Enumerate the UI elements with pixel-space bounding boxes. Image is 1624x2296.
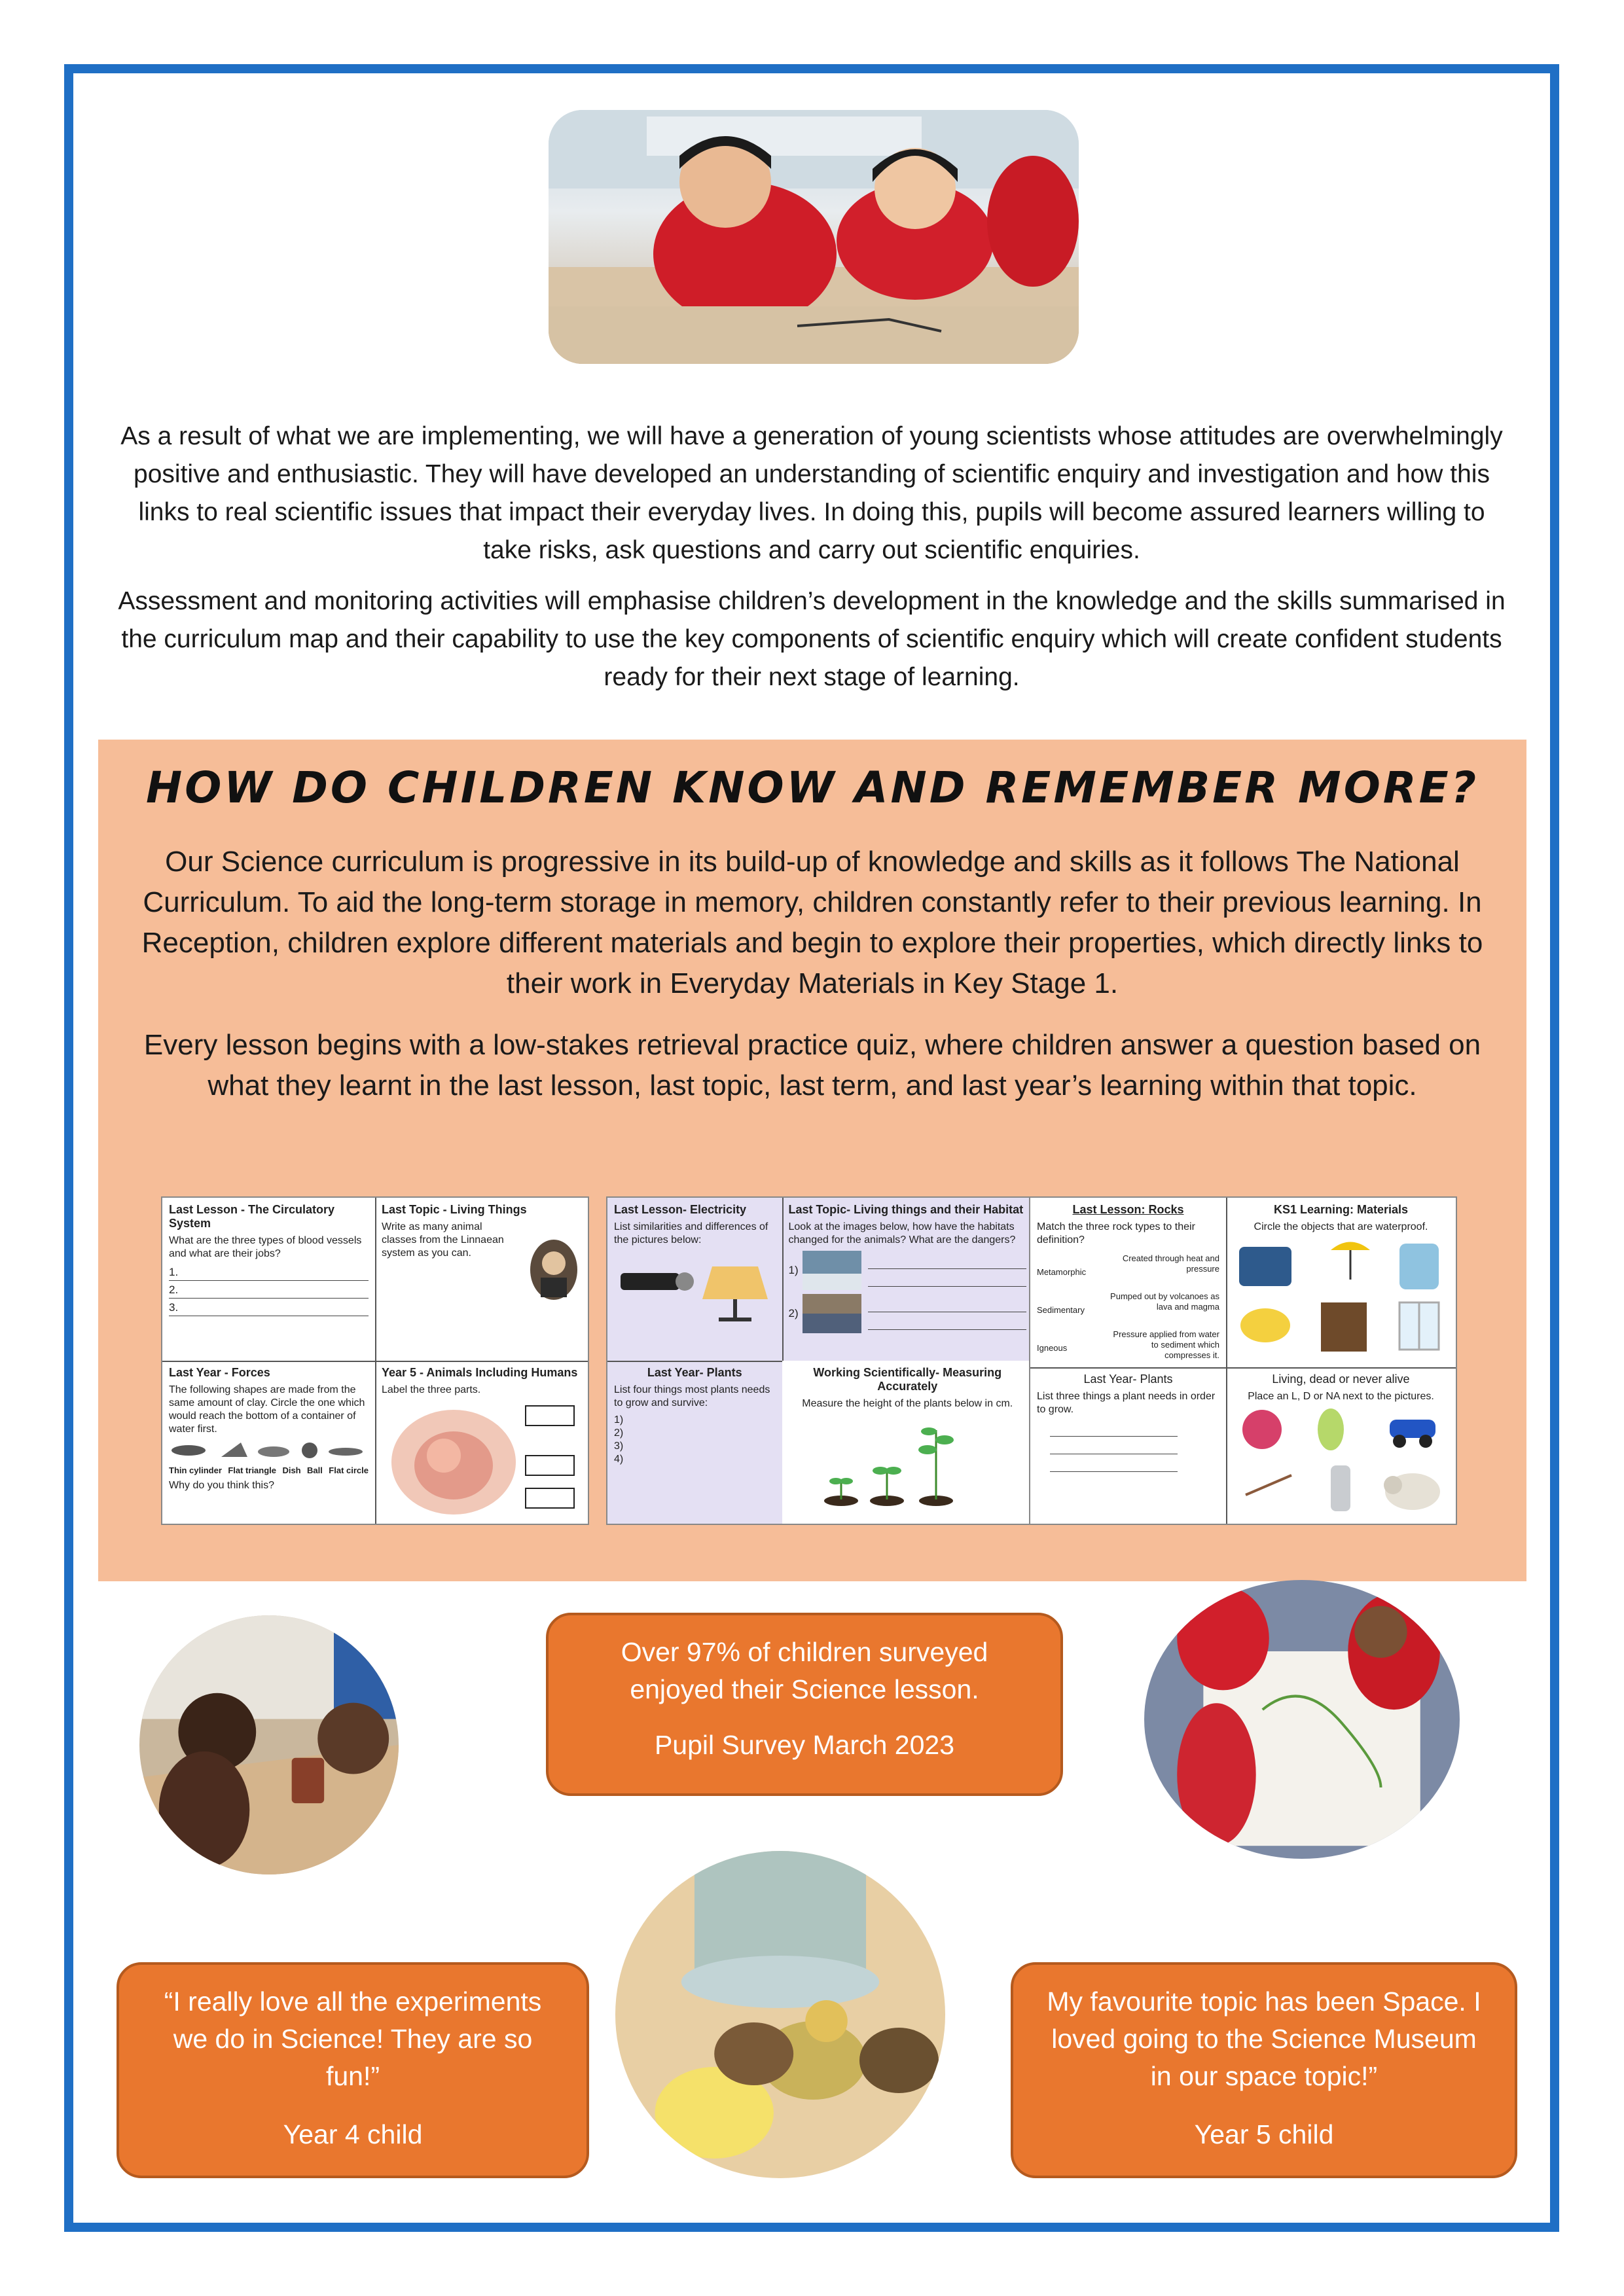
pupil-quote-year4 xyxy=(117,1962,589,2178)
photo-circle-group-work xyxy=(1144,1580,1460,1859)
hero-photo-children-experiment xyxy=(549,110,1079,364)
list-item: 4) xyxy=(614,1454,624,1465)
intro-text xyxy=(111,418,1512,696)
quote-attribution: Year 4 child xyxy=(283,2119,423,2149)
shape-label: Flat triangle xyxy=(228,1465,277,1475)
shape-label: Flat circle xyxy=(329,1465,369,1475)
quiz-question-title: KS1 Learning: Materials xyxy=(1273,1203,1409,1216)
quiz-question-text: Circle the objects that are waterproof. xyxy=(1254,1221,1428,1232)
item-number: 2) xyxy=(788,1307,799,1319)
quiz-question-title: Living, dead or never alive xyxy=(1272,1372,1410,1386)
section-title: HOW DO CHILDREN KNOW AND REMEMBER MORE? xyxy=(145,762,1479,813)
pupil-quote-year5 xyxy=(1011,1962,1517,2178)
survey-callout xyxy=(546,1613,1063,1796)
habitat-photo-1 xyxy=(803,1251,861,1290)
section-paragraph-2: Every lesson begins with a low-stakes retrieval practice quiz, where children answer a question based on what they learnt in the last lesson, last topic, last term, and last year’s learning within that topic. xyxy=(143,1029,1481,1102)
rock-definition: Pressure applied from water to sediment which compresses it. xyxy=(1113,1329,1219,1360)
intro-paragraph-1: As a result of what we are implementing, we will have a generation of young scientists whose attitudes are overwhelmingly positive and enthusiastic. They will have developed an understanding of scientific enquiry and investigation and how this links to real scientific issues that impact their everyday lives. In doing this, pupils will become assured learners willing to take risks, ask questions and carry out scientific enquiries. xyxy=(120,422,1503,564)
quote-text: My favourite topic has been Space. I loved going to the Science Museum in our space topic!” xyxy=(1047,1986,1481,2091)
foetus-diagram-image xyxy=(382,1397,578,1521)
quiz-question-text: What are the three types of blood vessels and what are their jobs? xyxy=(169,1235,362,1259)
quiz-question-text: Place an L, D or NA next to the pictures. xyxy=(1248,1390,1434,1402)
survey-statistic: Over 97% of children surveyed enjoyed their Science lesson. xyxy=(621,1637,988,1704)
quiz-question-title: Last Topic - Living Things xyxy=(382,1203,527,1216)
retrieval-quiz-slide-3 xyxy=(1029,1196,1457,1525)
quiz-question-title: Last Lesson: Rocks xyxy=(1072,1203,1184,1216)
habitat-photo-2 xyxy=(803,1294,861,1333)
quiz-question-text: Match the three rock types to their definition? xyxy=(1037,1221,1195,1246)
quiz-question-text: List similarities and differences of the pictures below: xyxy=(614,1221,768,1246)
quiz-question-text: List three things a plant needs in order to grow. xyxy=(1037,1390,1216,1415)
retrieval-quiz-slide-1 xyxy=(161,1196,589,1525)
quiz-question-title: Last Lesson- Electricity xyxy=(614,1203,747,1216)
quiz-question-text: Look at the images below, how have the habitats changed for the animals? What are the dangers? xyxy=(788,1221,1016,1246)
answer-line: 1. xyxy=(169,1266,369,1281)
shape-label: Thin cylinder xyxy=(169,1465,222,1475)
photo-circle-experiment xyxy=(139,1615,399,1874)
section-paragraph-1: Our Science curriculum is progressive in its build-up of knowledge and skills as it follows The National Curriculum. To aid the long-term storage in memory, children constantly refer to their previous learning. In Reception, children explore different materials and begin to explore their properties, which directly links to their work in Everyday Materials in Key Stage 1. xyxy=(141,846,1483,999)
living-objects-image xyxy=(1233,1403,1449,1515)
item-number: 1) xyxy=(788,1264,799,1276)
retrieval-quiz-slide-2 xyxy=(606,1196,1034,1525)
portrait-image xyxy=(528,1237,580,1302)
shape-label: Ball xyxy=(307,1465,323,1475)
answer-line: 3. xyxy=(169,1301,369,1316)
list-item: 3) xyxy=(614,1441,624,1452)
quiz-question-title: Last Year- Plants xyxy=(647,1366,742,1379)
intro-paragraph-2: Assessment and monitoring activities will emphasise children’s development in the knowledge and the skills summarised in the curriculum map and their capability to use the key components of scientific enquiry which will create confident students ready for their next stage of learning. xyxy=(118,587,1506,691)
quiz-question-text: List four things most plants needs to grow and survive: xyxy=(614,1384,770,1408)
seedlings-image xyxy=(789,1410,1024,1509)
quiz-question-text: The following shapes are made from the same amount of clay. Circle the one which would reach the bottom of a container of water first. xyxy=(169,1384,365,1435)
quote-attribution: Year 5 child xyxy=(1194,2119,1334,2149)
torch-and-lamp-image xyxy=(614,1247,771,1325)
quote-text: “I really love all the experiments we do in Science! They are so fun!” xyxy=(164,1986,542,2091)
rock-type: Sedimentary xyxy=(1037,1305,1085,1315)
rock-definition: Pumped out by volcanoes as lava and magma xyxy=(1110,1291,1219,1312)
quiz-question-title: Last Year - Forces xyxy=(169,1366,270,1379)
quiz-question-text: Measure the height of the plants below in cm. xyxy=(802,1398,1013,1409)
shape-label: Dish xyxy=(282,1465,301,1475)
quiz-question-title: Last Year- Plants xyxy=(1083,1372,1173,1386)
answer-line: 2. xyxy=(169,1283,369,1299)
survey-source: Pupil Survey March 2023 xyxy=(654,1730,955,1760)
quiz-question-title: Working Scientifically- Measuring Accurately xyxy=(813,1366,1002,1393)
rock-type: Igneous xyxy=(1037,1343,1068,1353)
quiz-question-text: Write as many animal classes from the Linnaean system as you can. xyxy=(382,1221,504,1259)
quiz-question-title: Year 5 - Animals Including Humans xyxy=(382,1366,578,1379)
list-item: 1) xyxy=(614,1414,624,1426)
materials-objects-image xyxy=(1233,1234,1449,1358)
quiz-question-title: Last Topic- Living things and their Habitat xyxy=(788,1203,1024,1216)
clay-shapes-image xyxy=(169,1439,365,1462)
photo-circle-ducklings xyxy=(615,1851,945,2178)
rock-type: Metamorphic xyxy=(1037,1267,1087,1277)
list-item: 2) xyxy=(614,1427,624,1439)
quiz-question-title: Last Lesson - The Circulatory System xyxy=(169,1203,335,1230)
quiz-question-text: Label the three parts. xyxy=(382,1384,481,1395)
rock-definition: Created through heat and pressure xyxy=(1122,1253,1219,1274)
quiz-footer-text: Why do you think this? xyxy=(169,1480,274,1491)
